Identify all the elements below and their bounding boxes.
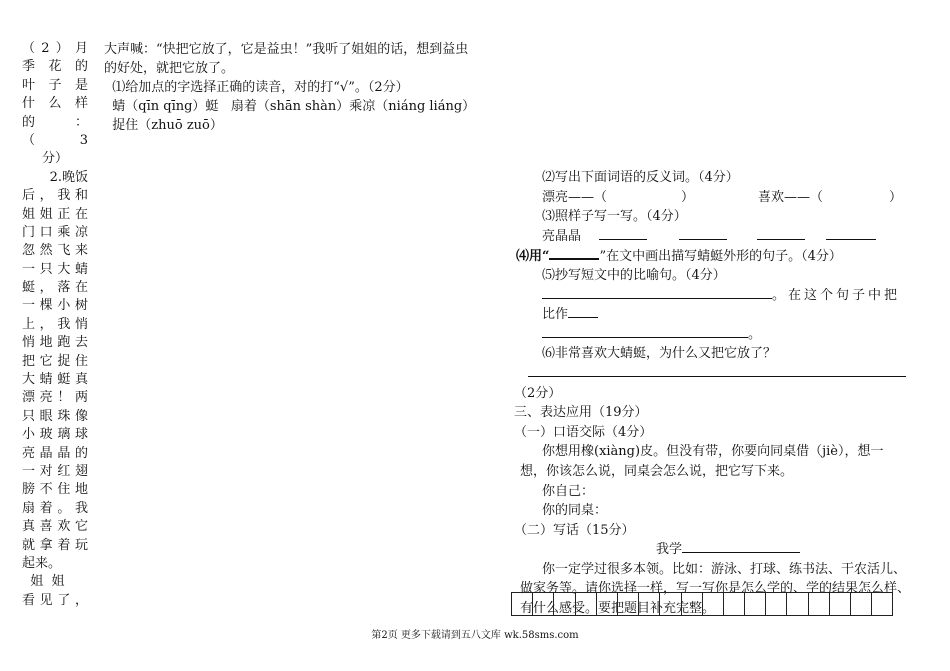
grid-cell[interactable]	[872, 593, 893, 615]
text-line: 起来。	[22, 555, 62, 571]
deskmate-label: 你的同桌：	[542, 503, 608, 519]
text-line: 忽然飞来	[22, 243, 88, 259]
text-line: 亮晶晶的	[22, 445, 88, 461]
answer-blank[interactable]	[528, 364, 906, 377]
subsection-heading: （一）口语交际（4分）	[514, 424, 653, 440]
grid-cell[interactable]	[809, 593, 830, 615]
text-line: 真喜欢它	[22, 519, 88, 535]
page-footer: 第2页 更多下载请到五八文库 wk.58sms.com	[371, 630, 579, 641]
grid-cell[interactable]	[576, 593, 597, 615]
text-line: 2.晚饭	[49, 169, 88, 185]
answer-blank[interactable]	[599, 227, 647, 240]
question-6-answer-line	[520, 364, 920, 384]
text-line: 膀不住地	[22, 482, 88, 498]
question-5-compare: 比作	[520, 305, 920, 325]
text-line: 后，我和	[22, 188, 88, 204]
antonym-prompt: 喜欢——（	[758, 189, 824, 205]
answer-blank[interactable]	[542, 286, 772, 299]
text-line: 悄地跑去	[22, 335, 88, 351]
grid-cell[interactable]	[639, 593, 660, 615]
passage-line: 大声喊：“快把它放了，它是益虫！”我听了姐姐的话，想到益虫	[104, 42, 469, 57]
antonym-prompt: 漂亮——（	[542, 189, 608, 205]
text-line: 漂亮！两	[22, 390, 88, 406]
example-word: 亮晶晶	[542, 228, 582, 244]
grid-cell[interactable]	[787, 593, 808, 615]
self-label: 你自己：	[542, 483, 595, 499]
question-2: ⑵写出下面词语的反义词。（4分）	[542, 170, 739, 185]
grid-cell[interactable]	[512, 593, 533, 615]
question-6-score: （2分）	[514, 385, 562, 401]
text-line: 扇着。我	[22, 500, 88, 516]
text-line: 只眼珠像	[22, 408, 88, 424]
right-column	[514, 168, 920, 619]
text-line: 大蜻蜓真	[22, 372, 88, 388]
grid-cell[interactable]	[554, 593, 575, 615]
essay-prompt-line: 做家务等。请你选择一样，写一写你是怎么学的、学的结果怎么样、	[520, 581, 911, 597]
grid-cell[interactable]	[766, 593, 787, 615]
text-line: 什么样	[22, 96, 88, 112]
text-line: （ 3	[22, 132, 88, 148]
question-4: ⑷用“ ”在文中画出描写蜻蜓外形的句子。（4分）	[516, 246, 920, 266]
middle-column	[104, 40, 494, 135]
question-5-answer-line: 。在这个句子中把	[520, 286, 920, 306]
text-line: （2）月	[22, 41, 88, 56]
grid-cell[interactable]	[703, 593, 724, 615]
oral-prompt-line: 你想用橡(xiàng)皮。但没有带，你要向同桌借（jiè），想一	[542, 444, 884, 460]
text-line: 门口乘凉	[22, 224, 88, 240]
question-3-answers	[520, 227, 920, 247]
text-line: 小玻璃球	[22, 427, 88, 443]
text-line: 一棵小树	[22, 298, 88, 314]
question-5: ⑸抄写短文中的比喻句。（4分）	[542, 267, 726, 283]
grid-cell[interactable]	[533, 593, 554, 615]
question-1: ⑴给加点的字选择正确的读音，对的打“√”。（2分）	[104, 80, 409, 95]
text-line: 的 ：	[22, 114, 88, 130]
section-heading: 三、表达应用（19分）	[514, 405, 648, 421]
title-blank[interactable]	[682, 540, 800, 553]
question-1-options: 蜻（qīn qīng）蜓 扇着（shān shàn）乘凉（niáng liáng）	[104, 99, 476, 114]
grid-cell[interactable]	[597, 593, 618, 615]
grid-cell[interactable]	[851, 593, 872, 615]
underline-sample	[549, 246, 599, 260]
writing-grid[interactable]	[511, 592, 893, 616]
question-6: ⑹非常喜欢大蜻蜓，为什么又把它放了？	[542, 346, 777, 362]
essay-prompt-line: 有什么感受。要把题目补充完整。	[520, 601, 716, 617]
question-5-compare-line: 。	[520, 325, 920, 345]
text-line: 就拿着玩	[22, 537, 88, 553]
left-narrow-column	[22, 40, 88, 610]
answer-blank[interactable]	[542, 325, 748, 338]
text-line: 季花的	[22, 59, 88, 75]
grid-cell[interactable]	[682, 593, 703, 615]
passage-line: 的好处，就把它放了。	[104, 61, 235, 76]
text-line: 把它捉住	[22, 353, 88, 369]
grid-cell[interactable]	[745, 593, 766, 615]
grid-cell[interactable]	[660, 593, 681, 615]
text-line: 叶子是	[22, 77, 88, 93]
grid-cell[interactable]	[724, 593, 745, 615]
question-1-options: 捉住（zhuō zuō）	[104, 118, 223, 133]
question-3: ⑶照样子写一写。（4分）	[542, 209, 687, 225]
text-line: 姐姐正在	[22, 206, 88, 222]
answer-blank[interactable]	[757, 227, 805, 240]
text-line: 分）	[41, 151, 68, 167]
oral-prompt-line: 想，你该怎么说，同桌会怎么说，把它写下来。	[520, 463, 794, 479]
text-line: 看见了，	[22, 592, 88, 608]
text-line: 一只大蜻	[22, 261, 88, 277]
answer-blank[interactable]	[679, 227, 727, 240]
answer-blank[interactable]	[826, 227, 876, 240]
subsection-heading: （二）写话（15分）	[514, 522, 635, 538]
text-line: 姐 姐	[22, 574, 65, 590]
text-line: 一对红翅	[22, 463, 88, 479]
essay-prompt-line: 你一定学过很多本领。比如：游泳、打球、练书法、干农活儿、	[542, 561, 907, 577]
question-2-answers: 漂亮——（ ） 喜欢——（ ）	[542, 189, 903, 205]
essay-title: 我学	[520, 540, 920, 560]
grid-cell[interactable]	[618, 593, 639, 615]
grid-cell[interactable]	[830, 593, 851, 615]
text-line: 上，我悄	[22, 316, 88, 332]
answer-blank[interactable]	[568, 305, 598, 318]
text-line: 蜓，落在	[22, 280, 88, 296]
